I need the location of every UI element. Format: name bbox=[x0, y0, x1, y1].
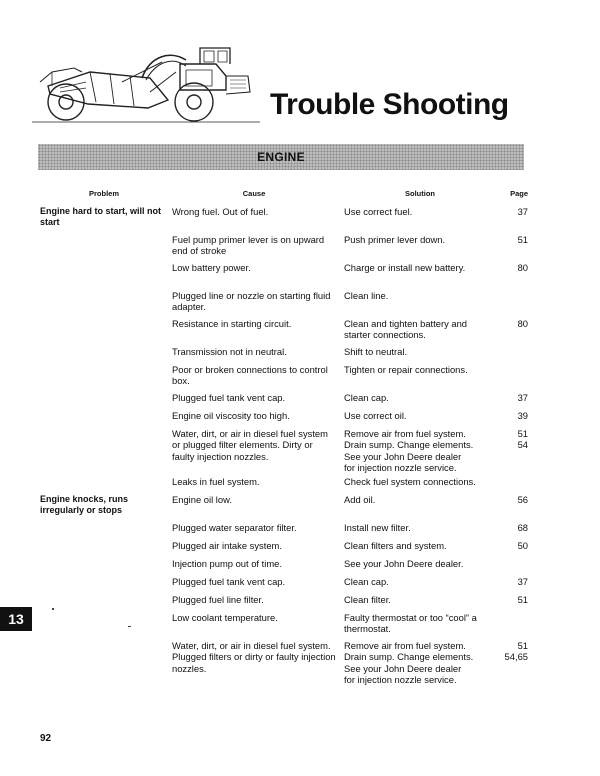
problem-cell bbox=[40, 262, 168, 290]
cause-cell: Plugged fuel tank vent cap. bbox=[172, 391, 286, 403]
table-row bbox=[40, 206, 530, 234]
table-row bbox=[40, 234, 530, 262]
header-cause: Cause bbox=[242, 189, 266, 198]
problem-cell bbox=[40, 290, 168, 318]
solution-cell: Faulty thermostat or too “cool” a thermostat. bbox=[344, 611, 477, 634]
cause-cell: Fuel pump primer lever is on upward end of stroke bbox=[172, 233, 325, 256]
solution-cell: Remove air from fuel system. Drain sump. Change elements. See your John Deere dealer for injection nozzle service. bbox=[344, 639, 474, 685]
scan-speck bbox=[52, 608, 54, 610]
problem-cell bbox=[40, 476, 168, 494]
scraper-machine-icon bbox=[30, 42, 262, 126]
solution-cell: Add oil. bbox=[344, 493, 376, 505]
table-header-row bbox=[40, 188, 530, 206]
cause-cell: Low coolant temperature. bbox=[172, 611, 278, 623]
section-banner bbox=[38, 144, 524, 170]
page-cell bbox=[500, 364, 530, 392]
page-cell bbox=[500, 290, 530, 318]
problem-cell bbox=[40, 346, 168, 364]
cause-cell: Plugged water separator filter. bbox=[172, 521, 297, 533]
page-cell: 80 bbox=[517, 317, 528, 329]
table-row bbox=[40, 540, 530, 558]
table-row bbox=[40, 262, 530, 290]
page-cell: 51 bbox=[517, 593, 528, 605]
table-row bbox=[40, 318, 530, 346]
page-cell: 68 bbox=[517, 521, 528, 533]
problem-cell bbox=[40, 318, 168, 346]
header-problem: Problem bbox=[88, 189, 119, 198]
problem-cell bbox=[40, 576, 168, 594]
page-cell bbox=[500, 612, 530, 640]
solution-cell: Install new filter. bbox=[344, 521, 411, 533]
table-row bbox=[40, 364, 530, 392]
page-cell: 51 bbox=[517, 233, 528, 245]
solution-cell: Push primer lever down. bbox=[344, 233, 446, 245]
solution-cell: Clean and tighten battery and starter connections. bbox=[344, 317, 468, 340]
problem-cell bbox=[40, 558, 168, 576]
problem-cell bbox=[40, 522, 168, 540]
problem-cell: Engine knocks, runs irregularly or stops bbox=[40, 493, 129, 515]
table-row bbox=[40, 476, 530, 494]
table-row bbox=[40, 346, 530, 364]
table-row bbox=[40, 290, 530, 318]
problem-cell bbox=[40, 540, 168, 558]
page-cell: 50 bbox=[517, 539, 528, 551]
problem-cell bbox=[40, 428, 168, 476]
solution-cell: Clean filter. bbox=[344, 593, 391, 605]
page-cell: 51 54,65 bbox=[504, 639, 528, 662]
table-row bbox=[40, 494, 530, 522]
troubleshooting-table bbox=[40, 188, 530, 692]
table-row bbox=[40, 428, 530, 476]
solution-cell: Clean cap. bbox=[344, 575, 389, 587]
table-row bbox=[40, 558, 530, 576]
section-title: ENGINE bbox=[257, 150, 305, 164]
problem-cell: Engine hard to start, will not start bbox=[40, 205, 162, 227]
problem-cell bbox=[40, 234, 168, 262]
cause-cell: Leaks in fuel system. bbox=[172, 475, 260, 487]
page-cell bbox=[500, 558, 530, 576]
cause-cell: Poor or broken connections to control box. bbox=[172, 363, 328, 386]
cause-cell: Engine oil viscosity too high. bbox=[172, 409, 290, 421]
solution-cell: See your John Deere dealer. bbox=[344, 557, 464, 569]
page-cell: 56 bbox=[517, 493, 528, 505]
page-cell: 37 bbox=[517, 205, 528, 217]
page-cell: 37 bbox=[517, 575, 528, 587]
table-row bbox=[40, 392, 530, 410]
section-tab: 13 bbox=[0, 607, 32, 631]
problem-cell bbox=[40, 364, 168, 392]
table-row bbox=[40, 522, 530, 540]
table-row bbox=[40, 576, 530, 594]
cause-cell: Water, dirt, or air in diesel fuel system. Plugged filters or dirty or faulty injection nozzles. bbox=[172, 639, 336, 674]
page-title: Trouble Shooting bbox=[270, 88, 509, 121]
cause-cell: Plugged air intake system. bbox=[172, 539, 282, 551]
solution-cell: Use correct oil. bbox=[344, 409, 407, 421]
page-number: 92 bbox=[40, 733, 52, 744]
cause-cell: Water, dirt, or air in diesel fuel system or plugged filter elements. Dirty or faulty injection nozzles. bbox=[172, 427, 328, 462]
table-row bbox=[40, 612, 530, 640]
problem-cell bbox=[40, 392, 168, 410]
solution-cell: Clean filters and system. bbox=[344, 539, 447, 551]
solution-cell: Check fuel system connections. bbox=[344, 475, 476, 487]
header-page: Page bbox=[510, 189, 528, 198]
cause-cell: Low battery power. bbox=[172, 261, 251, 273]
cause-cell: Plugged fuel tank vent cap. bbox=[172, 575, 286, 587]
header-solution: Solution bbox=[405, 189, 435, 198]
cause-cell: Injection pump out of time. bbox=[172, 557, 282, 569]
page-cell: 39 bbox=[517, 409, 528, 421]
cause-cell: Transmission not in neutral. bbox=[172, 345, 287, 357]
page-cell bbox=[500, 476, 530, 494]
cause-cell: Plugged fuel line filter. bbox=[172, 593, 264, 605]
cause-cell: Resistance in starting circuit. bbox=[172, 317, 292, 329]
table-row bbox=[40, 640, 530, 692]
page-cell bbox=[500, 346, 530, 364]
table-row bbox=[40, 410, 530, 428]
page-cell: 80 bbox=[517, 261, 528, 273]
table-row bbox=[40, 594, 530, 612]
solution-cell: Tighten or repair connections. bbox=[344, 363, 468, 375]
cause-cell: Engine oil low. bbox=[172, 493, 232, 505]
problem-cell bbox=[40, 640, 168, 692]
page-cell: 37 bbox=[517, 391, 528, 403]
solution-cell: Use correct fuel. bbox=[344, 205, 413, 217]
solution-cell: Clean line. bbox=[344, 289, 389, 301]
solution-cell: Remove air from fuel system. Drain sump. Change elements. See your John Deere dealer for injection nozzle service. bbox=[344, 427, 474, 473]
solution-cell: Charge or install new battery. bbox=[344, 261, 466, 273]
cause-cell: Plugged line or nozzle on starting fluid adapter. bbox=[172, 289, 331, 312]
solution-cell: Clean cap. bbox=[344, 391, 389, 403]
problem-cell bbox=[40, 612, 168, 640]
cause-cell: Wrong fuel. Out of fuel. bbox=[172, 205, 269, 217]
problem-cell bbox=[40, 594, 168, 612]
problem-cell bbox=[40, 410, 168, 428]
page-cell: 51 54 bbox=[517, 427, 528, 450]
scan-speck bbox=[128, 626, 131, 627]
solution-cell: Shift to neutral. bbox=[344, 345, 408, 357]
